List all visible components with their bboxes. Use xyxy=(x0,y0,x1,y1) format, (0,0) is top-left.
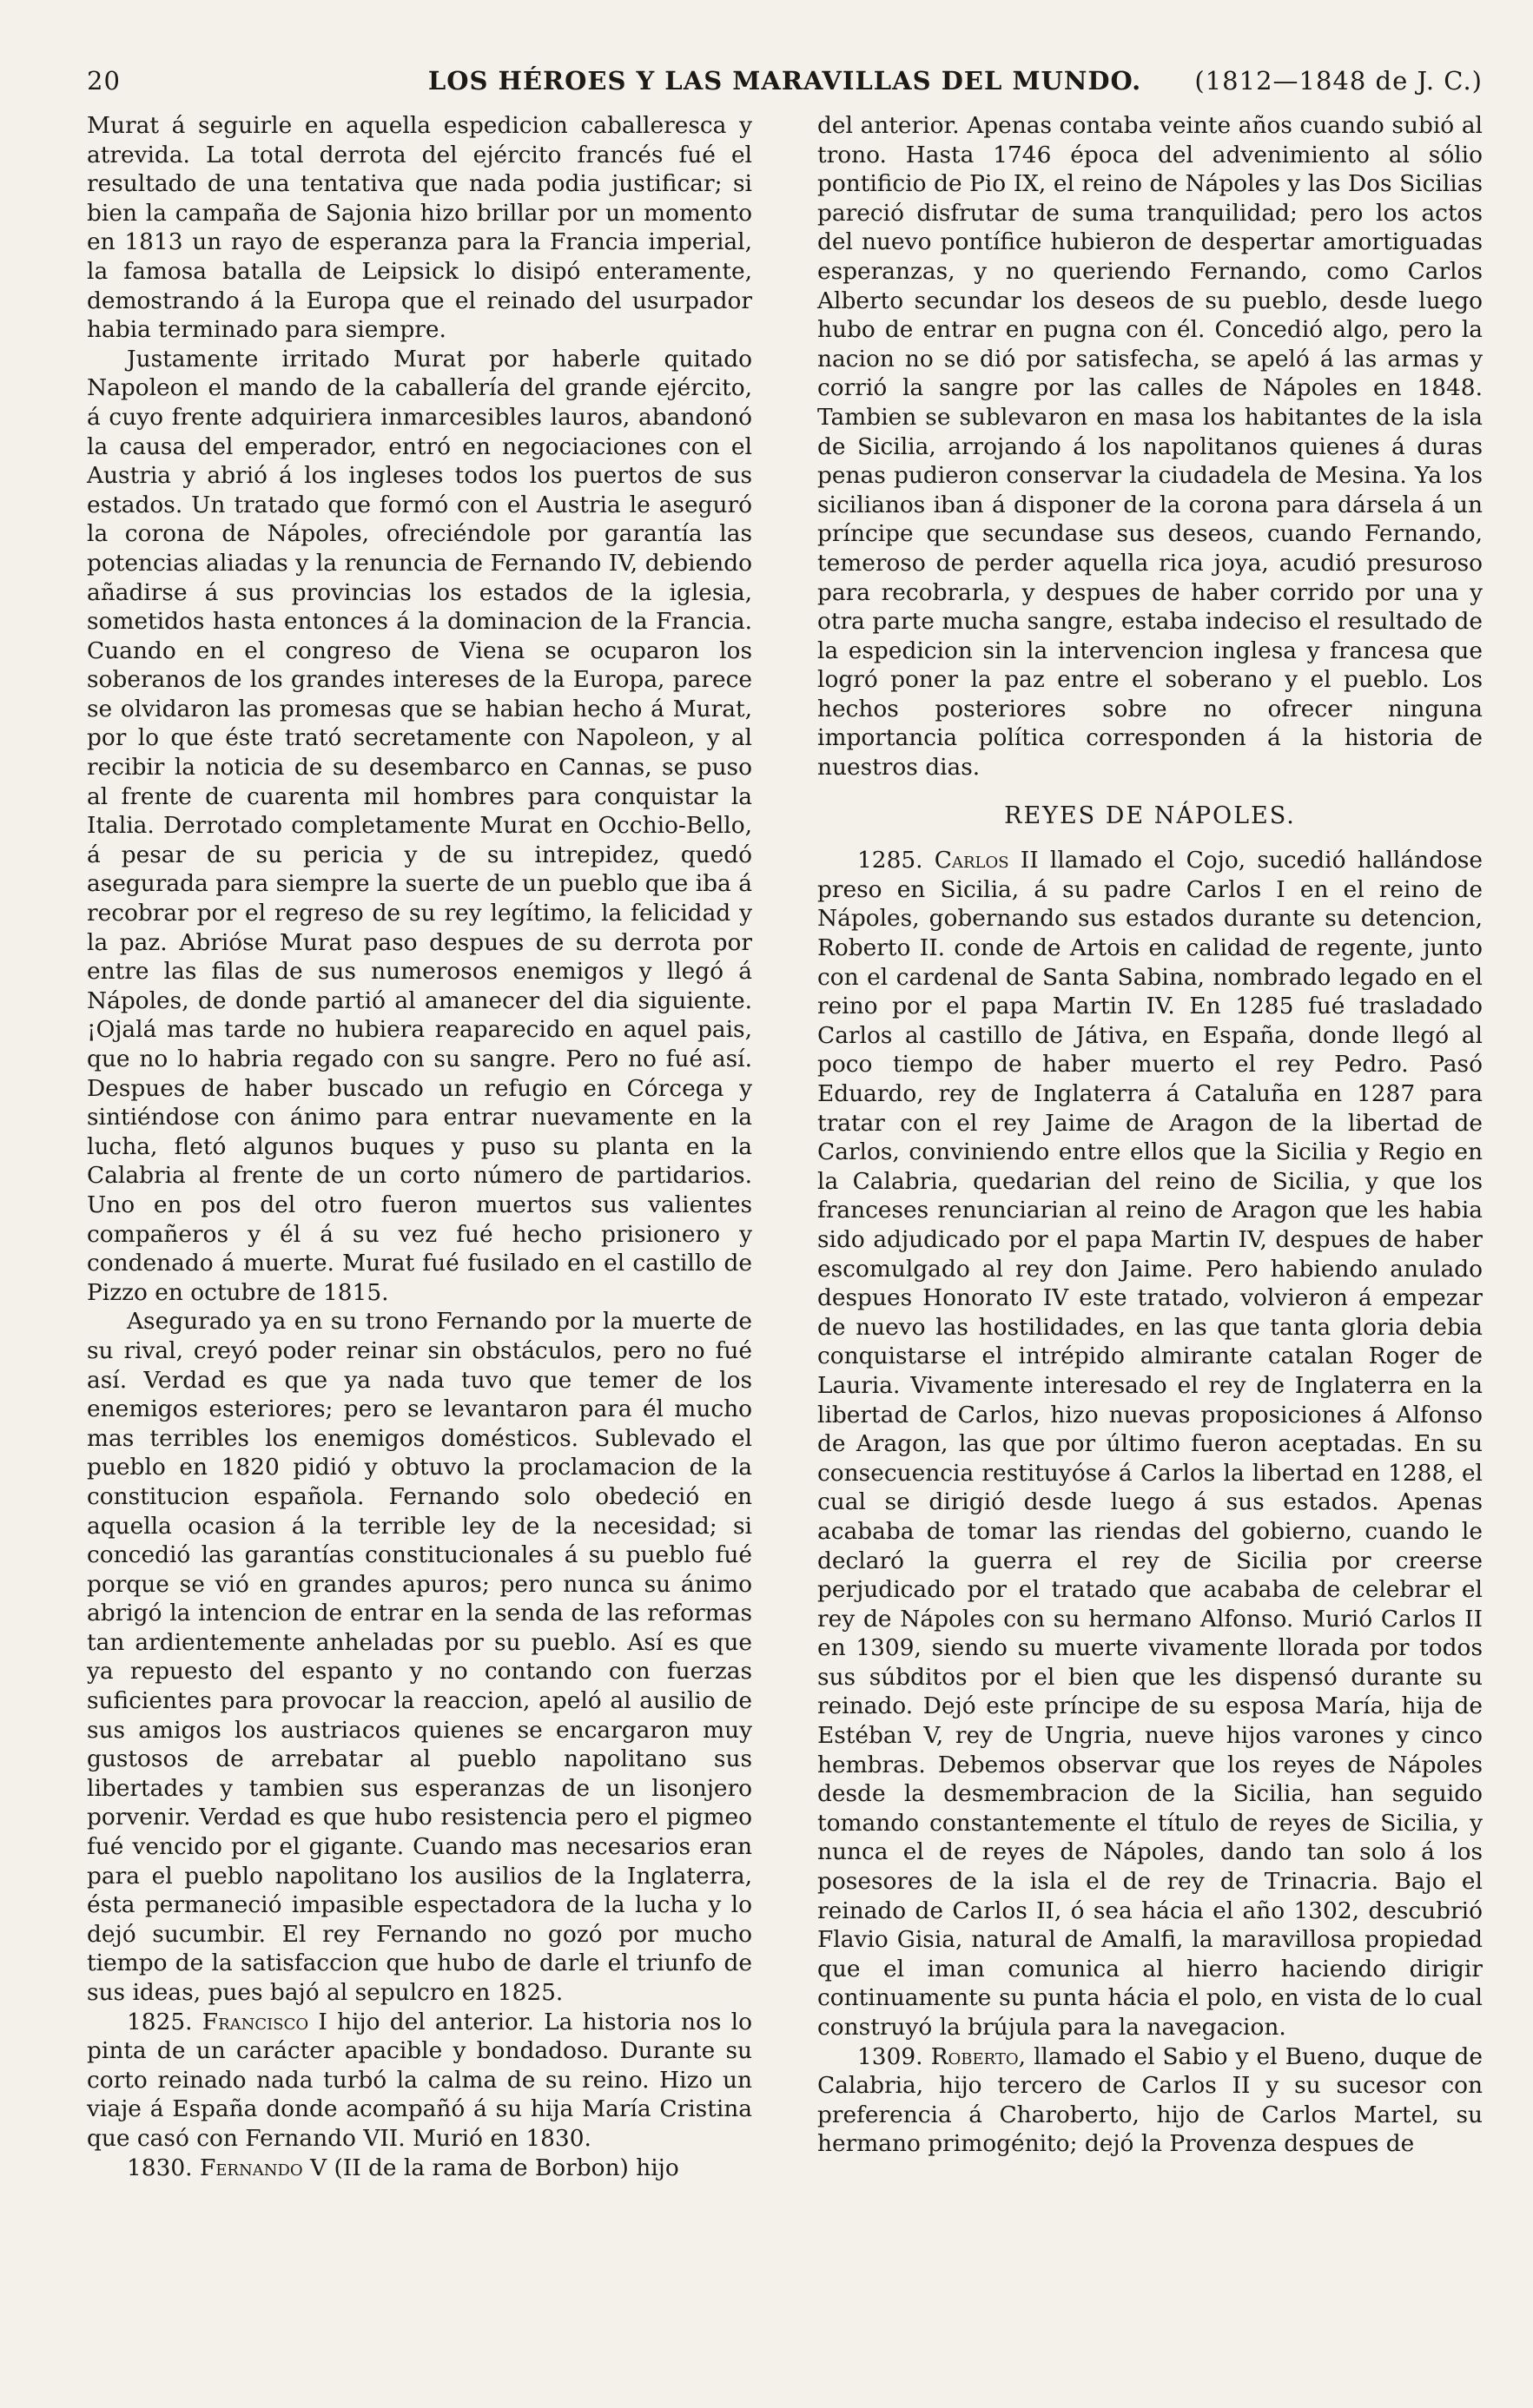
entry-text: hijo del anterior. La historia nos lo pinta de un carácter apacible y bondadoso. Durante su corto reinado nada turbó la calma de su reino. Hizo un viaje á España donde acompañó á su hija María Cristina que casó con Fernando VII. Murió en 1830. xyxy=(87,2008,753,2152)
entry-text: llamado el Sabio y el Bueno, duque de Calabria, hijo tercero de Carlos II y su sucesor con preferencia á Charoberto, hijo de Carlos Martel, su hermano primogénito; dejó la Provenza despues de xyxy=(817,2042,1483,2158)
date-range: (1812—1848 de J. C.) xyxy=(1194,66,1483,96)
paragraph: del anterior. Apenas contaba veinte años cuando subió al trono. Hasta 1746 época del advenimiento al sólio pontificio de Pio IX, el reino de Nápoles y las Dos Sicilias pareció disfrutar de suma tranquilidad; pero los actos del nuevo pontífice hubieron de despertar amortiguadas esperanzas, y no queriendo Fernando, como Carlos Alberto secundar los deseos de su pueblo, desde luego hubo de entrar en pugna con él. Concedió algo, pero la nacion no se dió por satisfecha, se apeló á las armas y corrió la sangre por las calles de Nápoles en 1848. Tambien se sublevaron en masa los habitantes de la isla de Sicilia, arrojando á los napolitanos quienes á duras penas pudieron conservar la ciudadela de Mesina. Ya los sicilianos iban á disponer de la corona para dársela á un príncipe que secundase sus deseos, cuando Fernando, temeroso de perder aquella rica joya, acudió presuroso para recobrarla, y despues de haber corrido por una y otra parte mucha sangre, estaba indeciso el resultado de la espedicion sin la intervencion inglesa y francesa que logró poner la paz entre el soberano y el pueblo. Los hechos posteriores sobre no ofrecer ninguna importancia política corresponden á la historia de nuestros dias. xyxy=(817,112,1483,782)
entry-francisco xyxy=(87,2008,752,2154)
entry-fernando xyxy=(87,2154,752,2183)
entry-year: 1830. xyxy=(127,2154,193,2181)
running-title: LOS HÉROES Y LAS MARAVILLAS DEL MUNDO. xyxy=(427,66,1142,96)
paragraph: Asegurado ya en su trono Fernando por la muerte de su rival, creyó poder reinar sin obstáculos, pero no fué así. Verdad es que ya nada tuvo que temer de los enemigos esteriores; pero se levantaron para él mucho mas terribles los enemigos domésticos. Sublevado el pueblo en 1820 pidió y obtuvo la proclamacion de la constitucion española. Fernando solo obedeció en aquella ocasion á la terrible ley de la necesidad; si concedió las garantías constitucionales á su pueblo fué porque se vió en grandes apuros; pero nunca su ánimo abrigó la intencion de entrar en la senda de las reformas tan ardientemente anheladas por su pueblo. Así es que ya repuesto del espanto y no contando con fuerzas suficientes para provocar la reaccion, apeló al ausilio de sus amigos los austriacos quienes se encargaron muy gustosos de arrebatar al pueblo napolitano sus libertades y tambien sus esperanzas de un lisonjero porvenir. Verdad es que hubo resistencia pero el pigmeo fué vencido por el gigante. Cuando mas necesarios eran para el pueblo napolitano los ausilios de la Inglaterra, ésta permaneció impasible espectadora de la lucha y lo dejó sucumbir. El rey Fernando no gozó por mucho tiempo de la satisfaccion que hubo de darle el triunfo de sus ideas, pues bajó al sepulcro en 1825. xyxy=(87,1308,752,2006)
page-number: 20 xyxy=(87,66,121,96)
entry-name: Francisco I xyxy=(202,2008,327,2035)
right-column xyxy=(817,111,1483,2182)
paragraph: Murat á seguirle en aquella espedicion caballeresca y atrevida. La total derrota del ejército francés fué el resultado de una tentativa que nada podia justificar; si bien la campaña de Sajonia hizo brillar por un momento en 1813 un rayo de esperanza para la Francia imperial, la famosa batalla de Leipsick lo disipó enteramente, demostrando á la Europa que el reinado del usurpador habia terminado para siempre. xyxy=(87,112,752,344)
entry-carlos-ii xyxy=(817,846,1483,2042)
section-title: REYES DE NÁPOLES. xyxy=(1004,802,1296,829)
entry-name: Roberto, xyxy=(930,2042,1027,2070)
entry-roberto xyxy=(817,2042,1483,2159)
entry-year: 1309. xyxy=(857,2042,923,2070)
entry-name: Fernando V xyxy=(199,2154,327,2181)
running-header xyxy=(87,54,1483,101)
entry-year: 1285. xyxy=(857,847,923,874)
paragraph: Justamente irritado Murat por haberle quitado Napoleon el mando de la caballería del grande ejército, á cuyo frente adquiriera inmarcesibles lauros, abandonó la causa del emperador, entró en negociaciones con el Austria y abrió á los ingleses todos los puertos de sus estados. Un tratado que formó con el Austria le aseguró la corona de Nápoles, ofreciéndole por garantía las potencias aliadas y la renuncia de Fernando IV, debiendo añadirse á sus provincias los estados de la iglesia, sometidos hasta entonces á la dominacion de la Francia. Cuando en el congreso de Viena se ocuparon los soberanos de los grandes intereses de la Europa, parece se olvidaron las promesas que se habian hecho á Murat, por lo que éste trató secretamente con Napoleon, y al recibir la noticia de su desembarco en Cannas, se puso al frente de cuarenta mil hombres para conquistar la Italia. Derrotado completamente Murat en Occhio-Bello, á pesar de su pericia y de su intrepidez, quedó asegurada para siempre la suerte de un pueblo que iba á recobrar por el regreso de su rey legítimo, la felicidad y la paz. Abrióse Murat paso despues de su derrota por entre las filas de sus numerosos enemigos y llegó á Nápoles, de donde partió al amanecer del dia siguiente. ¡Ojalá mas tarde no hubiera reaparecido en aquel pais, que no lo habria regado con su sangre. Pero no fué así. Despues de haber buscado un refugio en Córcega y sintiéndose con ánimo para entrar nuevamente en la lucha, fletó algunos buques y puso su planta en la Calabria al frente de un corto número de partidarios. Uno en pos del otro fueron muertos sus valientes compañeros y él á su vez fué hecho prisionero y condenado á muerte. Murat fué fusilado en el castillo de Pizzo en octubre de 1815. xyxy=(87,345,752,1306)
entry-year: 1825. xyxy=(127,2008,193,2035)
entry-text: (II de la rama de Borbon) hijo xyxy=(334,2154,679,2181)
entry-name: Carlos II xyxy=(934,847,1039,874)
text-columns xyxy=(87,111,1483,2182)
entry-text: llamado el Cojo, sucedió hallándose preso en Sicilia, á su padre Carlos I en el reino de Nápoles, gobernando sus estados durante su detencion, Roberto II. conde de Artois en calidad de regente, junto con el cardenal de Santa Sabina, nombrado legado en el reino por el papa Martin IV. En 1285 fué trasladado Carlos al castillo de Játiva, en España, donde llegó al poco tiempo de haber muerto el rey Pedro. Pasó Eduardo, rey de Inglaterra á Cataluña en 1287 para tratar con el rey Jaime de Aragon de la libertad de Carlos, conviniendo entre ellos que la Sicilia y Regio en la Calabria, quedarian del reino de Sicilia, y que los franceses renunciarian al reino de Aragon que les habia sido adjudicado por el papa Martin IV, despues de haber escomulgado al rey don Jaime. Pero habiendo anulado despues Honorato IV este tratado, volvieron á empezar de nuevo las hostilidades, en las que tanta gloria debia conquistarse el intrépido almirante catalan Roger de Lauria. Vivamente interesado el rey de Inglaterra en la libertad de Carlos, hizo nuevas proposiciones á Alfonso de Aragon, las que por último fueron aceptadas. En su consecuencia restituyóse á Carlos la libertad en 1288, el cual se dirigió desde luego á sus estados. Apenas acababa de tomar las riendas del gobierno, cuando le declaró la guerra el rey de Sicilia por creerse perjudicado por el tratado que acababa de celebrar el rey de Nápoles con su hermano Alfonso. Murió Carlos II en 1309, siendo su muerte vivamente llorada por todos sus súbditos por el bien que les dispensó durante su reinado. Dejó este príncipe de su esposa María, hija de Estéban V, rey de Ungria, nueve hijos varones y cinco hembras. Debemos observar que los reyes de Nápoles desde la desmembracion de la Sicilia, han seguido tomando constantemente el título de reyes de Sicilia, y nunca el de reyes de Nápoles, dando tan solo á los posesores de la isla el de rey de Trinacria. Bajo el reinado de Carlos II, ó sea hácia el año 1302, descubrió Flavio Gisia, natural de Amalfi, la maravillosa propiedad que el iman comunica al hierro haciendo dirigir continuamente su punta hácia el polo, en vista de lo cual construyó la brújula para la navegacion. xyxy=(817,847,1483,2041)
left-column xyxy=(87,111,752,2182)
